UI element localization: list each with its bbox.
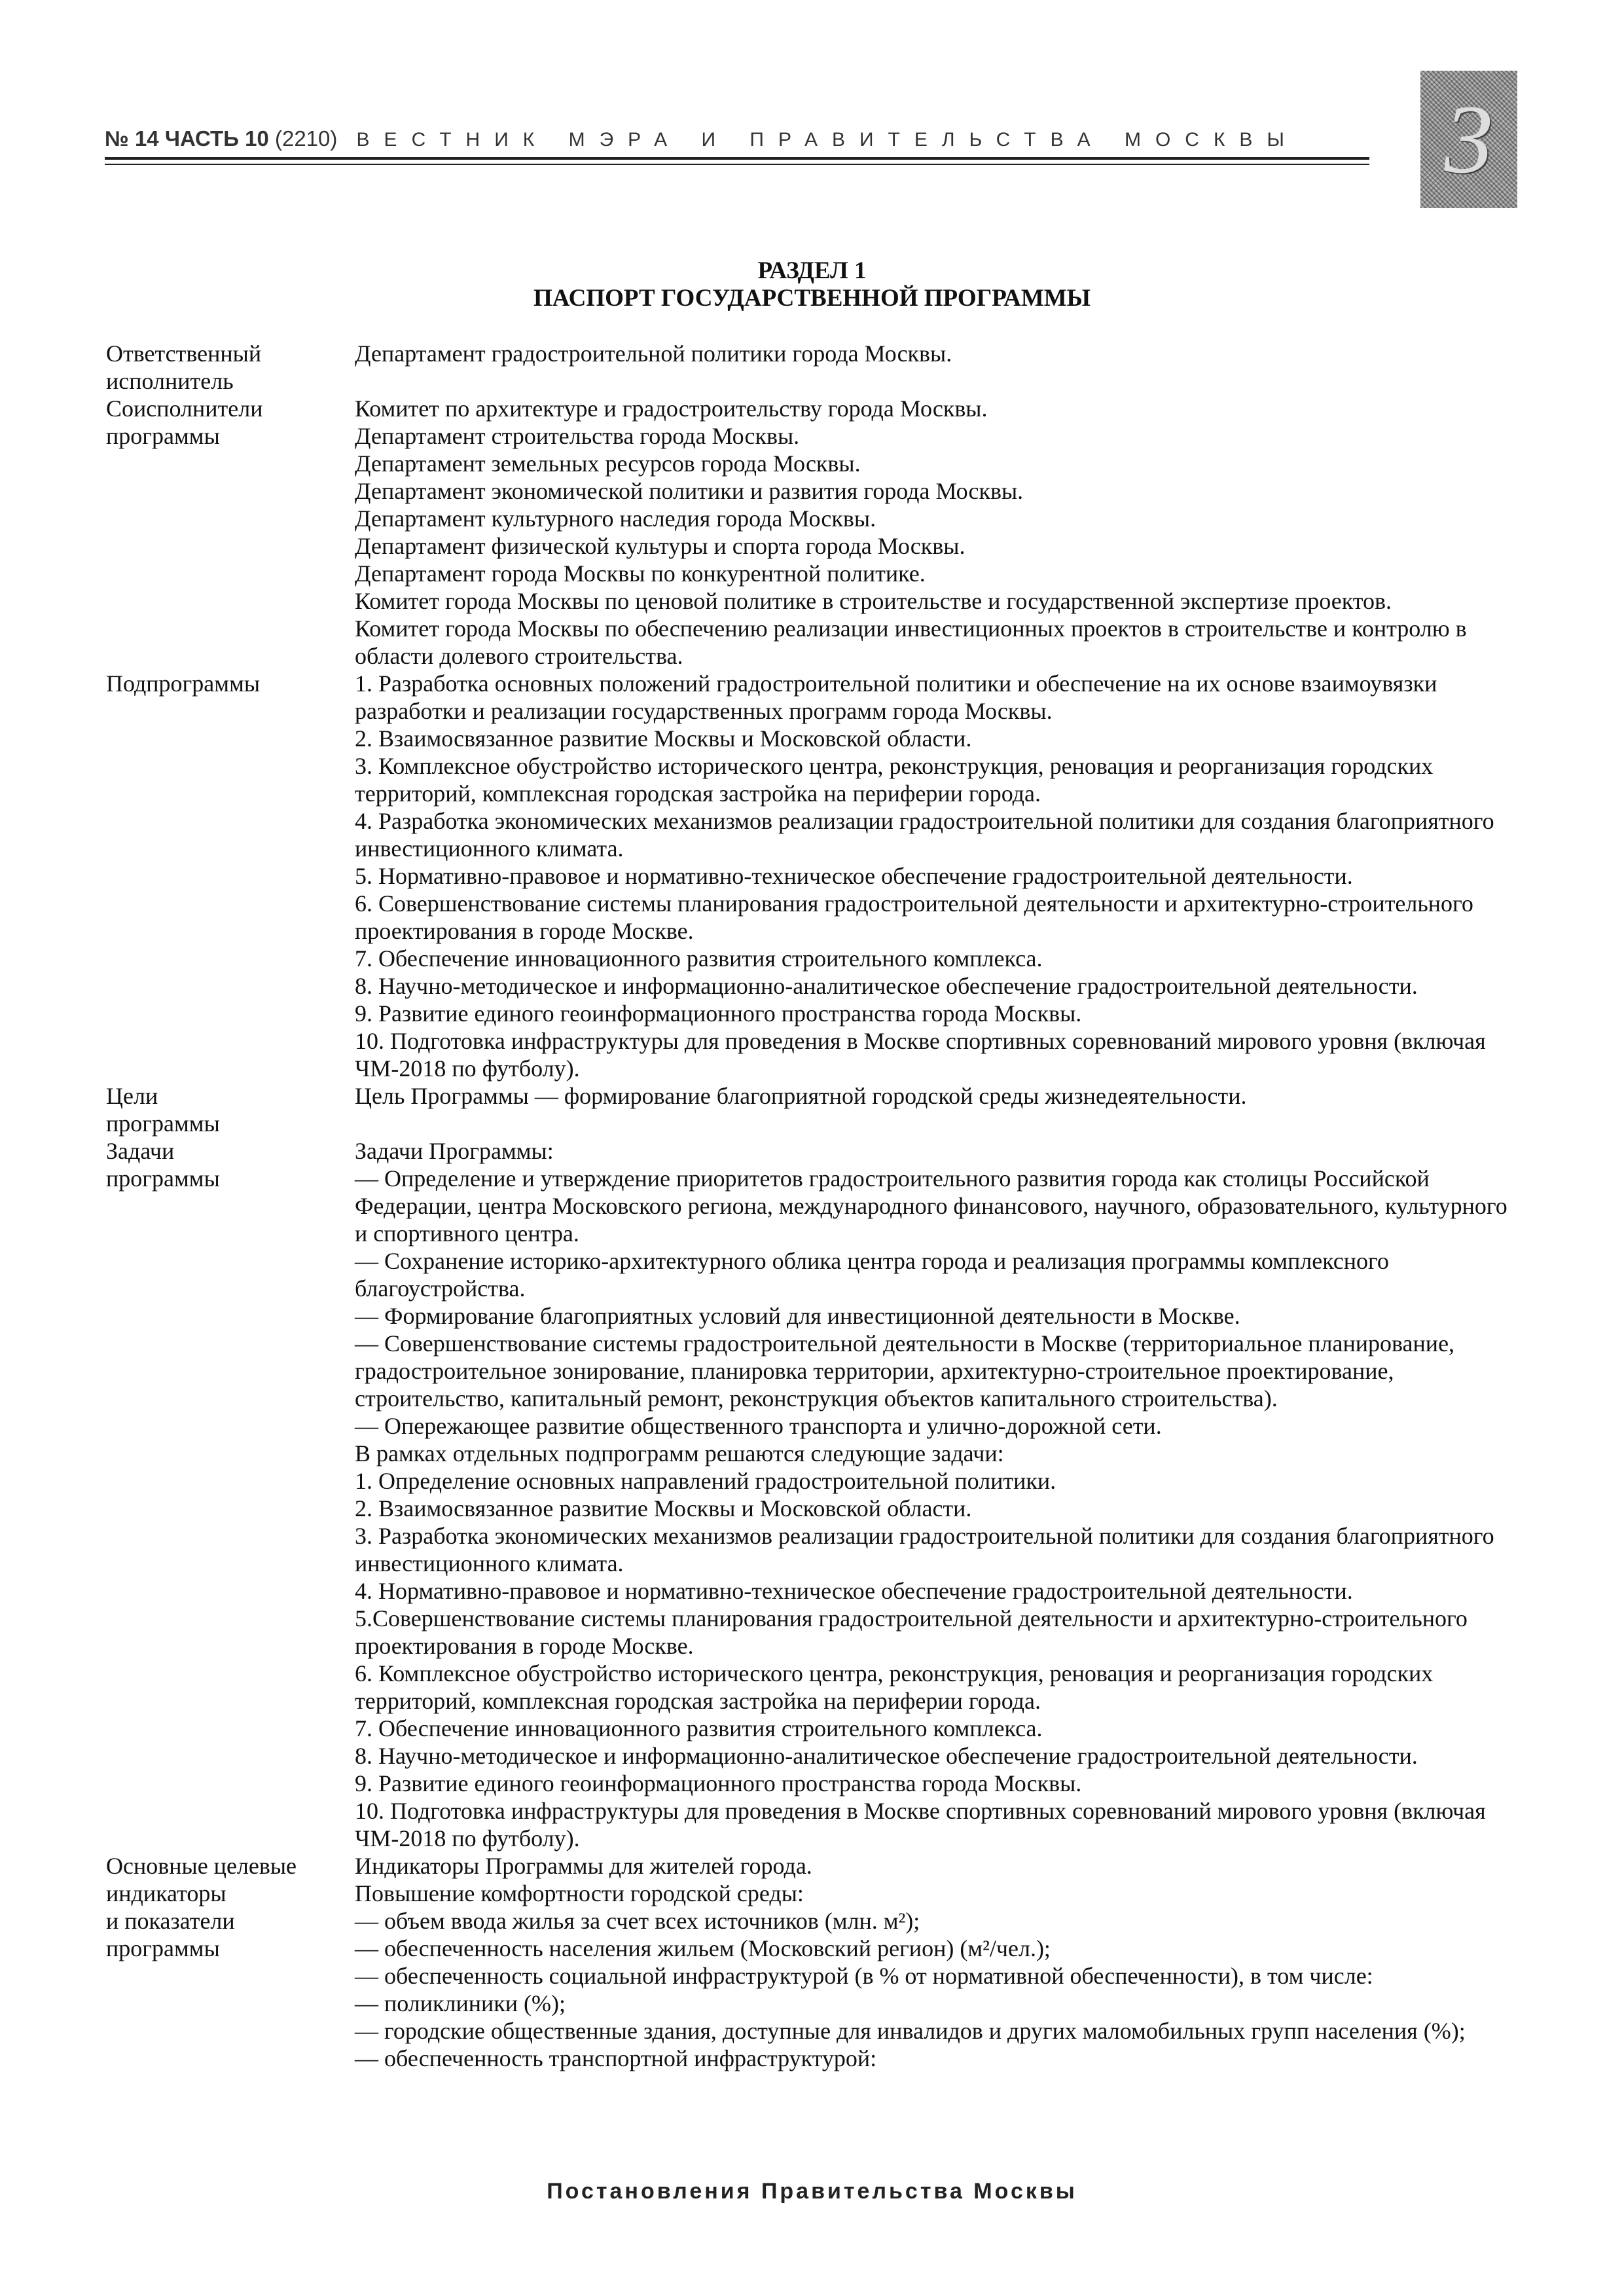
passport-row-label: Соисполнители программы	[106, 395, 263, 449]
passport-line: 6. Комплексное обустройство исторического центра, реконструкция, реновация и реорганизация городских территорий, комплексная городская застройка на периферии города.	[355, 1660, 1434, 1714]
passport-row-label: Ответственный исполнитель	[106, 340, 262, 394]
page-number: 3	[1444, 85, 1494, 194]
passport-row	[106, 1082, 1520, 1137]
passport-line: 3. Комплексное обустройство исторического центра, реконструкция, реновация и реорганизация городских территорий, комплексная городская застройка на периферии города.	[355, 753, 1434, 807]
passport-row-value	[355, 340, 1520, 395]
passport-line: — городские общественные здания, доступные для инвалидов и других маломобильных групп населения (%);	[355, 2018, 1466, 2044]
section-heading: РАЗДЕЛ 1	[757, 257, 867, 284]
passport-line: 10. Подготовка инфраструктуры для проведения в Москве спортивных соревнований мирового уровня (включая ЧМ-2018 по футболу).	[355, 1798, 1486, 1851]
passport-line: Повышение комфортности городской среды:	[355, 1880, 804, 1906]
passport-line: Департамент города Москвы по конкурентной политике.	[355, 560, 926, 587]
passport-row-value	[355, 670, 1520, 1082]
passport-line: 9. Развитие единого геоинформационного пространства города Москвы.	[355, 1000, 1082, 1027]
passport-line: Цель Программы — формирование благоприятной городской среды жизнедеятельности.	[355, 1083, 1247, 1109]
passport-line: 4. Разработка экономических механизмов реализации градостроительной политики для создания благоприятного инвестиционного климата.	[355, 808, 1494, 862]
running-header	[105, 126, 1348, 153]
passport-line: 1. Определение основных направлений градостроительной политики.	[355, 1468, 1056, 1494]
passport-line: 2. Взаимосвязанное развитие Москвы и Московской области.	[355, 1495, 972, 1522]
passport-line: Задачи Программы:	[355, 1138, 554, 1164]
passport-line: 5.Совершенствование системы планирования градостроительной деятельности и архитектурно-строительного проектирования в городе Москве.	[355, 1605, 1468, 1659]
passport-row-value	[355, 1852, 1520, 2072]
passport-line: 8. Научно-методическое и информационно-аналитическое обеспечение градостроительной деятельности.	[355, 973, 1418, 999]
header-rule-thick	[105, 157, 1369, 160]
journal-title: ВЕСТНИК МЭРА И ПРАВИТЕЛЬСТВА МОСКВЫ	[356, 129, 1299, 151]
passport-row-label: Задачи программы	[106, 1138, 220, 1192]
passport-row-label: Подпрограммы	[106, 670, 261, 697]
passport-line: Департамент градостроительной политики города Москвы.	[355, 340, 952, 367]
passport-line: — обеспеченность социальной инфраструктурой (в % от нормативной обеспеченности), в том числе:	[355, 1963, 1373, 1989]
passport-row	[106, 670, 1520, 1082]
passport-table	[106, 340, 1520, 2072]
passport-line: 5. Нормативно-правовое и нормативно-техническое обеспечение градостроительной деятельности.	[355, 863, 1353, 889]
passport-line: Комитет города Москвы по обеспечению реализации инвестиционных проектов в строительстве и контролю в области долевого строительства.	[355, 615, 1467, 669]
passport-line: — обеспеченность транспортной инфраструктурой:	[355, 2045, 877, 2071]
passport-line: — объем ввода жилья за счет всех источников (млн. м²);	[355, 1908, 920, 1934]
passport-line: 3. Разработка экономических механизмов реализации градостроительной политики для создания благоприятного инвестиционного климата.	[355, 1523, 1494, 1576]
passport-line: 7. Обеспечение инновационного развития строительного комплекса.	[355, 945, 1043, 972]
part-number: ЧАСТЬ 10	[164, 126, 269, 151]
section-title: ПАСПОРТ ГОСУДАРСТВЕННОЙ ПРОГРАММЫ	[533, 285, 1091, 312]
passport-line: 8. Научно-методическое и информационно-аналитическое обеспечение градостроительной деятельности.	[355, 1743, 1418, 1769]
passport-row-label: Основные целевые индикаторы и показатели программы	[106, 1853, 297, 1961]
passport-line: — Совершенствование системы градостроительной деятельности в Москве (территориальное планирование, градостроительное зонирование, планировка территории, архитектурно-строительное проектирование, строительство, капитальный ремонт, реконструкция объектов капитального строительства).	[355, 1330, 1455, 1412]
passport-line: Комитет города Москвы по ценовой политике в строительстве и государственной экспертизе проектов.	[355, 588, 1392, 614]
passport-row	[106, 1137, 1520, 1852]
passport-line: — поликлиники (%);	[355, 1990, 566, 2016]
passport-line: — Формирование благоприятных условий для инвестиционной деятельности в Москве.	[355, 1303, 1240, 1329]
passport-line: 1. Разработка основных положений градостроительной политики и обеспечение на их основе взаимоувязки разработки и реализации государственных программ города Москвы.	[355, 670, 1437, 724]
passport-line: — Опережающее развитие общественного транспорта и улично-дорожной сети.	[355, 1413, 1162, 1439]
passport-row-value	[355, 395, 1520, 670]
passport-line: 7. Обеспечение инновационного развития строительного комплекса.	[355, 1715, 1043, 1741]
passport-line: Департамент физической культуры и спорта города Москвы.	[355, 533, 965, 559]
passport-line: — обеспеченность населения жильем (Московский регион) (м²/чел.);	[355, 1935, 1051, 1961]
passport-line: 9. Развитие единого геоинформационного пространства города Москвы.	[355, 1770, 1082, 1796]
passport-line: Департамент культурного наследия города Москвы.	[355, 505, 876, 532]
passport-line: Департамент строительства города Москвы.	[355, 423, 800, 449]
passport-line: 4. Нормативно-правовое и нормативно-техническое обеспечение градостроительной деятельности.	[355, 1578, 1353, 1604]
passport-line: В рамках отдельных подпрограмм решаются следующие задачи:	[355, 1440, 1004, 1467]
passport-line: Департамент земельных ресурсов города Москвы.	[355, 450, 861, 477]
passport-row-value	[355, 1137, 1520, 1852]
passport-row	[106, 1852, 1520, 2072]
header-rule-thin	[105, 164, 1369, 165]
passport-line: — Определение и утверждение приоритетов градостроительного развития города как столицы Российской Федерации, центра Московского региона, международного финансового, научного, образовательного, культурного и спортивного центра.	[355, 1165, 1507, 1247]
passport-line: Индикаторы Программы для жителей города.	[355, 1853, 812, 1879]
passport-line: Департамент экономической политики и развития города Москвы.	[355, 478, 1024, 504]
passport-row	[106, 340, 1520, 395]
passport-line: — Сохранение историко-архитектурного облика центра города и реализация программы комплексного благоустройства.	[355, 1248, 1389, 1302]
passport-line: 6. Совершенствование системы планирования градостроительной деятельности и архитектурно-строительного проектирования в городе Москве.	[355, 890, 1473, 944]
passport-row-label: Цели программы	[106, 1083, 220, 1137]
running-footer: Постановления Правительства Москвы	[547, 2179, 1077, 2204]
passport-line: Комитет по архитектуре и градостроительству города Москвы.	[355, 395, 988, 422]
passport-line: 2. Взаимосвязанное развитие Москвы и Московской области.	[355, 725, 972, 752]
page-number-box	[1420, 71, 1517, 208]
passport-row-value	[355, 1082, 1520, 1137]
issue-number: № 14	[105, 126, 159, 151]
passport-line: 10. Подготовка инфраструктуры для проведения в Москве спортивных соревнований мирового уровня (включая ЧМ-2018 по футболу).	[355, 1028, 1486, 1082]
passport-row	[106, 395, 1520, 670]
total-issue-number: (2210)	[274, 126, 338, 151]
